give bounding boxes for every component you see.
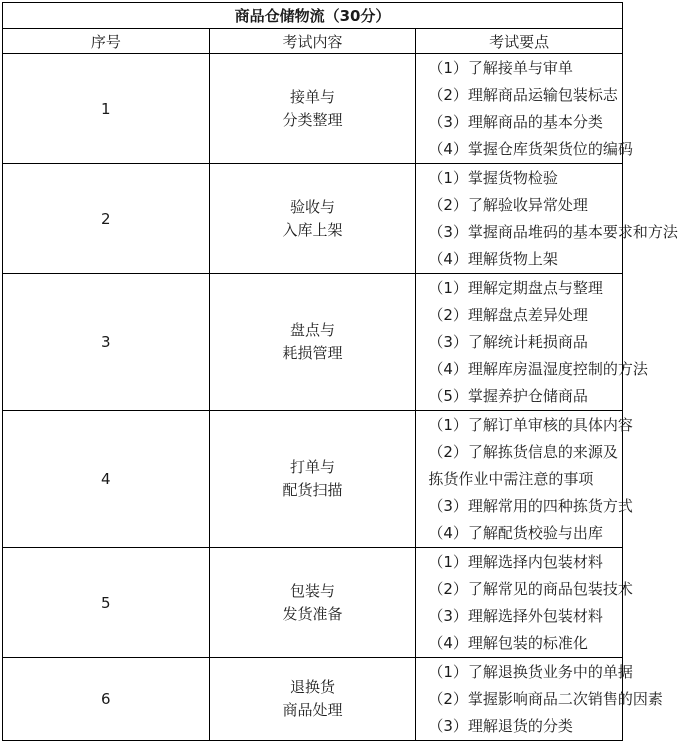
point-item: （3）理解选择外包装材料 bbox=[428, 607, 603, 625]
point-item: （2）理解盘点差异处理 bbox=[428, 306, 588, 324]
document-table-wrapper bbox=[2, 2, 678, 741]
point-item: （5）掌握养护仓储商品 bbox=[428, 387, 588, 405]
exam-content bbox=[209, 274, 416, 411]
exam-outline-table bbox=[2, 2, 678, 741]
content-line: 商品处理 bbox=[282, 701, 343, 719]
point-item: （2）掌握影响商品二次销售的因素 bbox=[428, 690, 663, 708]
content-line: 分类整理 bbox=[282, 110, 343, 129]
exam-points bbox=[416, 164, 678, 274]
point-item: （4）理解包装的标准化 bbox=[428, 634, 588, 652]
row-number: 4 bbox=[3, 411, 210, 548]
content-line: 入库上架 bbox=[282, 220, 343, 239]
row-number: 1 bbox=[3, 54, 210, 164]
point-item: （4）掌握仓库货架货位的编码 bbox=[428, 140, 633, 158]
exam-points bbox=[416, 548, 633, 658]
row-number: 6 bbox=[3, 658, 210, 741]
point-item: （1）理解选择内包装材料 bbox=[428, 553, 603, 571]
exam-points bbox=[416, 54, 633, 164]
table-row bbox=[3, 274, 623, 411]
table-row bbox=[3, 658, 623, 741]
content-line: 发货准备 bbox=[282, 604, 343, 623]
point-item: （1）了解接单与审单 bbox=[428, 59, 573, 77]
table-row bbox=[3, 164, 623, 274]
content-line: 盘点与 bbox=[289, 321, 335, 339]
point-item: （4）理解库房温湿度控制的方法 bbox=[428, 360, 648, 378]
point-item: （1）了解退换货业务中的单据 bbox=[428, 663, 633, 681]
point-item: （3）掌握商品堆码的基本要求和方法 bbox=[428, 223, 678, 241]
point-item: （4）了解配货校验与出库 bbox=[428, 524, 603, 542]
point-item: （1）了解订单审核的具体内容 bbox=[428, 416, 633, 434]
point-item: （2）了解验收异常处理 bbox=[428, 196, 588, 214]
exam-points bbox=[416, 274, 648, 411]
exam-content bbox=[209, 548, 416, 658]
content-line: 耗损管理 bbox=[282, 344, 343, 362]
exam-content bbox=[209, 54, 416, 164]
point-item: （2）了解拣货信息的来源及拣货作业中需注意的事项 bbox=[428, 443, 618, 488]
point-item: （3）了解统计耗损商品 bbox=[428, 333, 588, 351]
table-row bbox=[3, 548, 623, 658]
header-no: 序号 bbox=[3, 29, 210, 54]
point-item: （4）理解货物上架 bbox=[428, 250, 558, 268]
row-number: 3 bbox=[3, 274, 210, 411]
point-item: （2）理解商品运输包装标志 bbox=[428, 86, 618, 104]
content-line: 退换货 bbox=[289, 678, 335, 696]
table-row bbox=[3, 411, 623, 548]
row-number: 5 bbox=[3, 548, 210, 658]
table-title: 商品仓储物流（30分） bbox=[3, 3, 623, 29]
point-item: （2）了解常见的商品包装技术 bbox=[428, 580, 633, 598]
header-points: 考试要点 bbox=[416, 29, 623, 54]
point-item: （1）掌握货物检验 bbox=[428, 169, 558, 187]
point-item: （3）理解常用的四种拣货方式 bbox=[428, 497, 633, 515]
table-row bbox=[3, 54, 623, 164]
header-content: 考试内容 bbox=[209, 29, 416, 54]
exam-content bbox=[209, 411, 416, 548]
point-item: （3）理解退货的分类 bbox=[428, 717, 573, 735]
content-line: 打单与 bbox=[289, 458, 335, 476]
exam-content bbox=[209, 164, 416, 274]
content-line: 接单与 bbox=[289, 87, 335, 106]
exam-points bbox=[416, 411, 633, 548]
content-line: 包装与 bbox=[289, 581, 335, 600]
exam-content bbox=[209, 658, 416, 741]
content-line: 配货扫描 bbox=[282, 481, 343, 499]
exam-points bbox=[416, 658, 663, 741]
row-number: 2 bbox=[3, 164, 210, 274]
point-item: （3）理解商品的基本分类 bbox=[428, 113, 603, 131]
point-item: （1）理解定期盘点与整理 bbox=[428, 279, 603, 297]
content-line: 验收与 bbox=[289, 197, 335, 216]
